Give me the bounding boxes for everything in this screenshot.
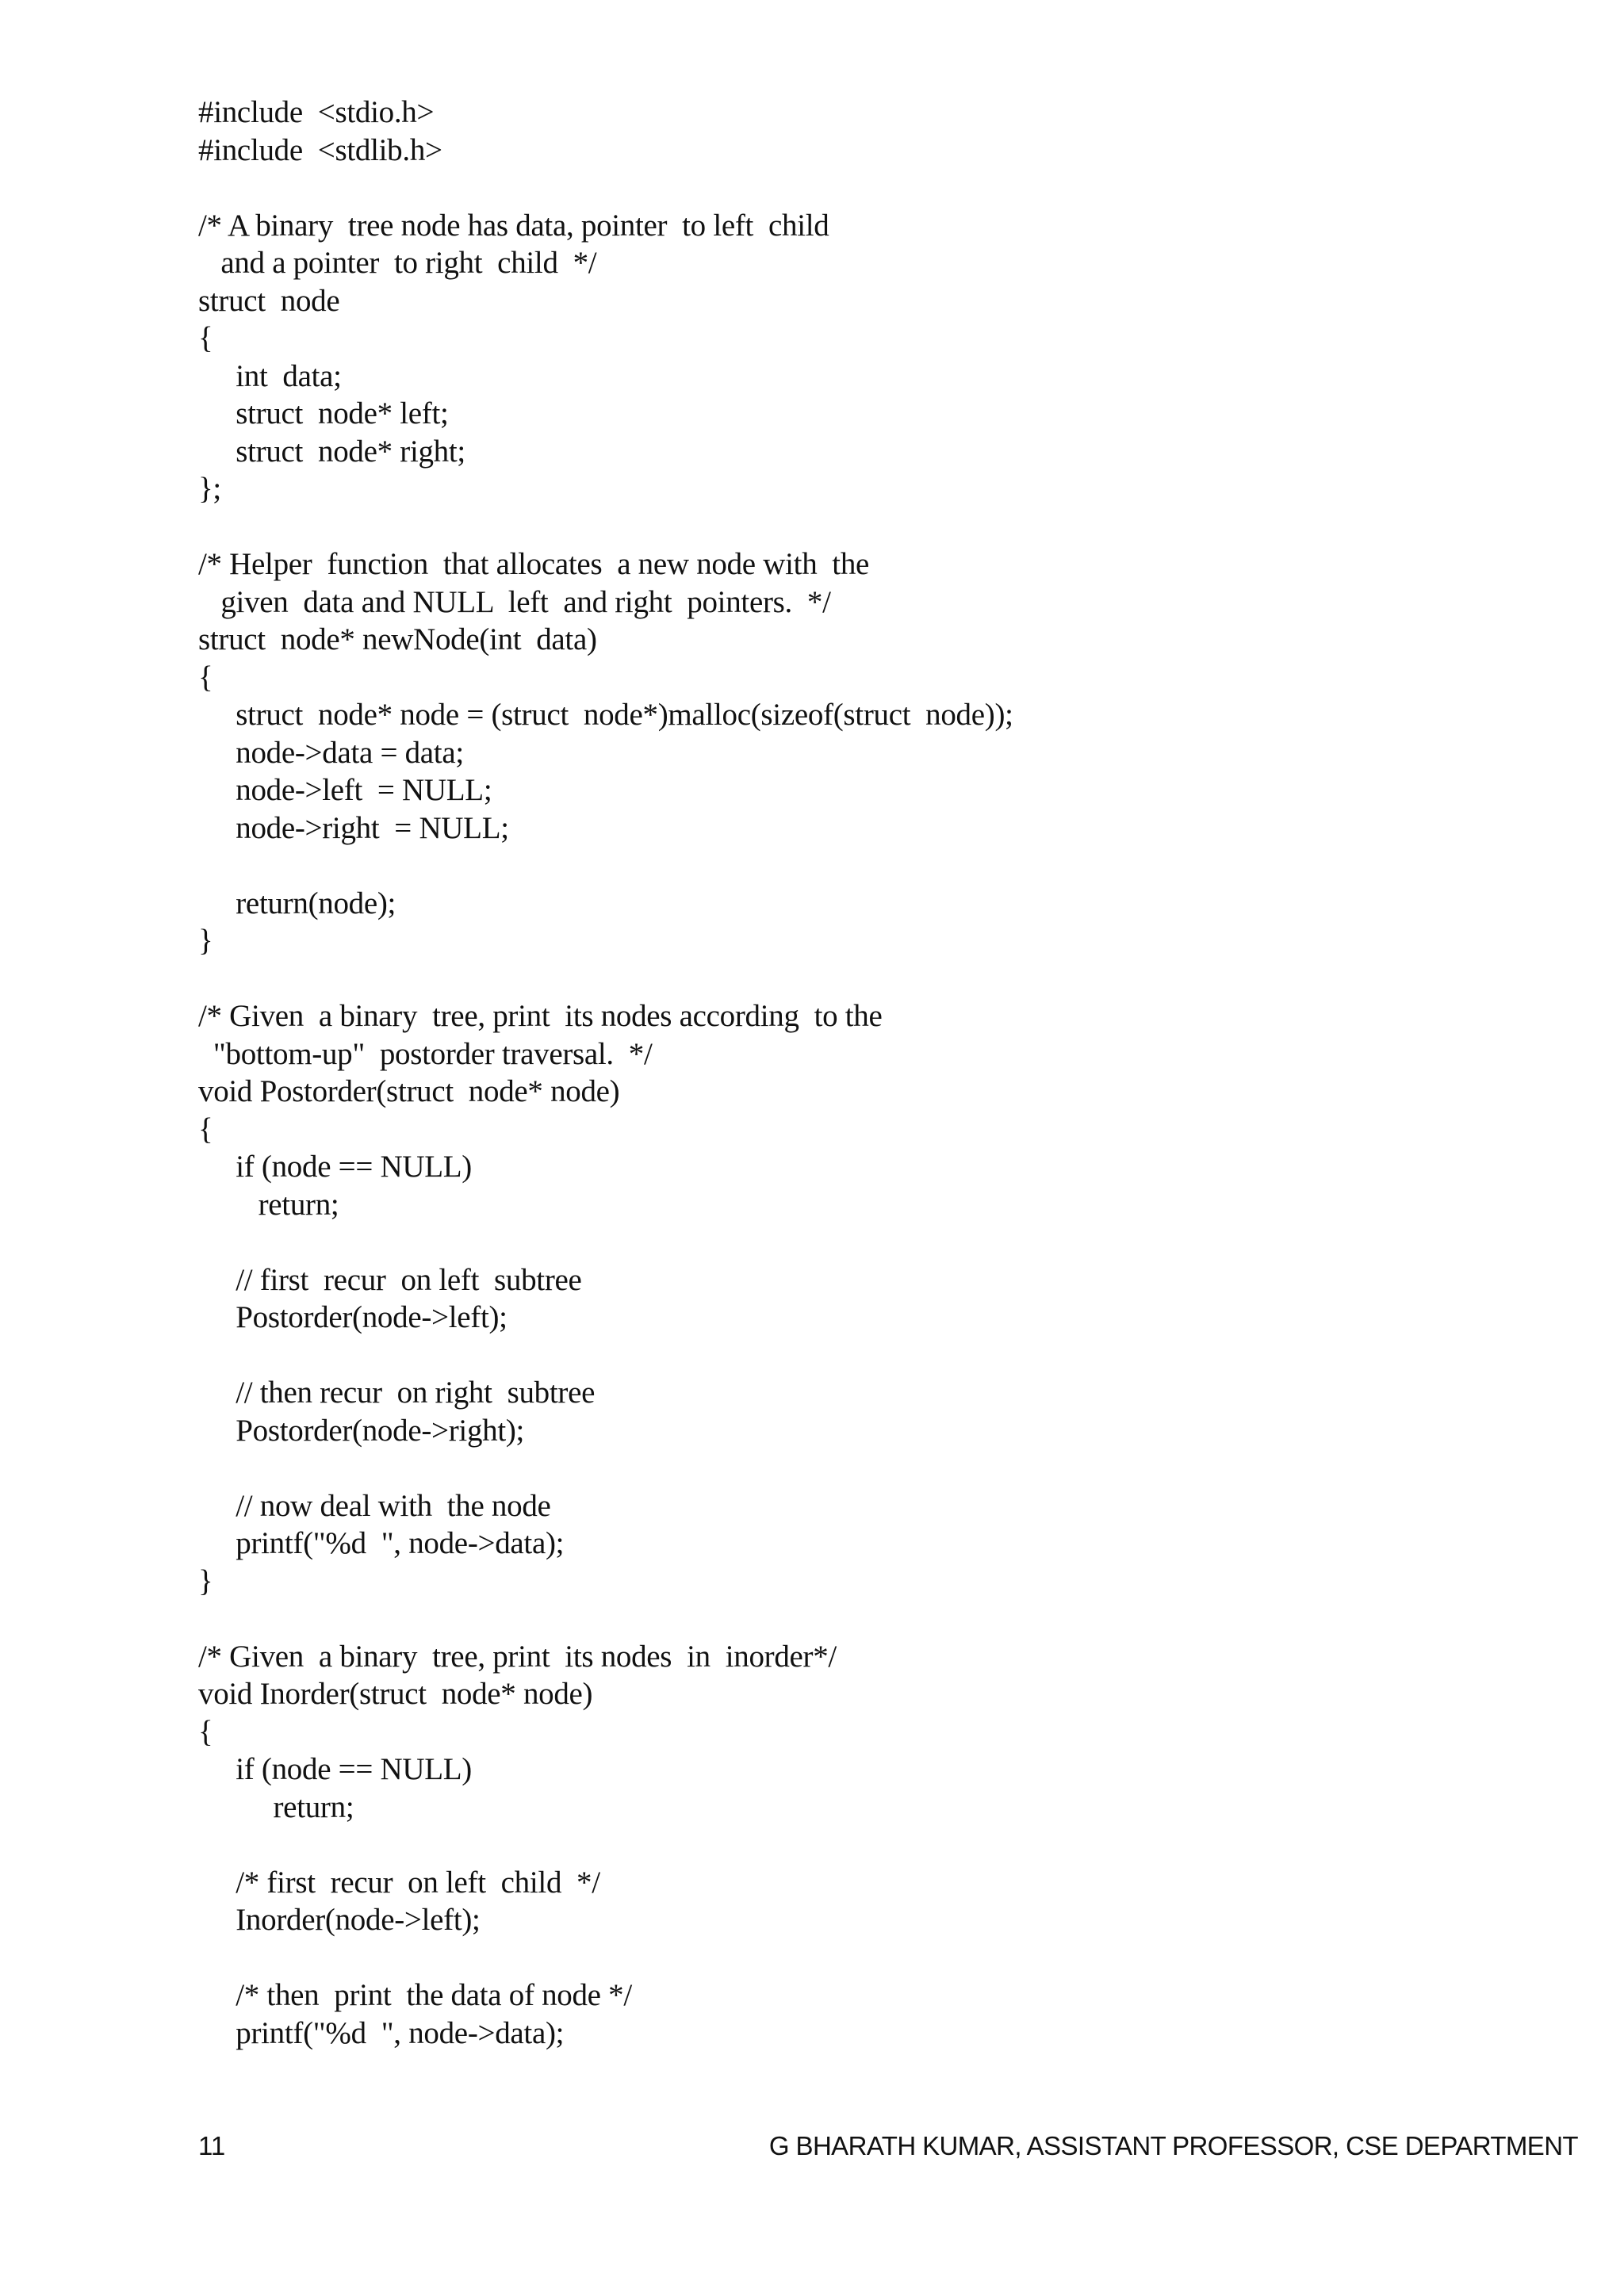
code-line: struct node* right;	[198, 434, 465, 469]
code-line: #include <stdlib.h>	[198, 132, 442, 167]
code-line: #include <stdio.h>	[198, 95, 435, 129]
code-line	[198, 169, 1546, 207]
code-line: node->data = data;	[198, 735, 464, 770]
code-line: return;	[198, 1789, 354, 1824]
code-line	[198, 960, 1546, 998]
code-line: {	[198, 321, 213, 355]
code-line: node->right = NULL;	[198, 810, 509, 845]
code-line: // now deal with the node	[198, 1488, 551, 1523]
code-line: /* A binary tree node has data, pointer to left child	[198, 208, 829, 243]
code-line: struct node* node = (struct node*)malloc(sizeof(struct node));	[198, 698, 1013, 732]
code-listing	[198, 94, 1546, 2052]
code-line: {	[198, 1112, 213, 1146]
code-line: // first recur on left subtree	[198, 1262, 582, 1297]
code-line: /* Given a binary tree, print its nodes according to the	[198, 999, 883, 1033]
code-line: return(node);	[198, 886, 396, 920]
code-line: int data;	[198, 358, 342, 393]
code-line: Postorder(node->left);	[198, 1300, 508, 1334]
code-line: "bottom-up" postorder traversal. */	[198, 1036, 653, 1071]
code-line: if (node == NULL)	[198, 1150, 472, 1184]
code-line	[198, 1223, 1546, 1261]
code-line: struct node* left;	[198, 396, 449, 430]
code-line	[198, 1939, 1546, 1977]
code-line: /* first recur on left child */	[198, 1865, 600, 1900]
code-line: /* then print the data of node */	[198, 1978, 632, 2012]
code-line	[198, 508, 1546, 546]
code-line: if (node == NULL)	[198, 1752, 472, 1786]
code-line: and a pointer to right child */	[198, 246, 597, 280]
code-line: struct node* newNode(int data)	[198, 622, 597, 656]
page-footer	[198, 2131, 1578, 2172]
code-line: };	[198, 472, 221, 506]
code-line: Inorder(node->left);	[198, 1903, 481, 1937]
code-line	[198, 1600, 1546, 1638]
code-line: }	[198, 924, 213, 958]
author-credit: G BHARATH KUMAR, ASSISTANT PROFESSOR, CSE DEPARTMENT	[768, 2131, 1578, 2160]
code-line: return;	[198, 1187, 339, 1222]
code-line	[198, 1826, 1546, 1864]
code-line: /* Given a binary tree, print its nodes in inorder*/	[198, 1639, 837, 1674]
code-line	[198, 847, 1546, 885]
code-line: {	[198, 1714, 213, 1749]
code-line: given data and NULL left and right pointers. */	[198, 584, 831, 619]
code-line: void Postorder(struct node* node)	[198, 1074, 620, 1108]
page-number: 11	[198, 2131, 226, 2160]
code-line: // then recur on right subtree	[198, 1376, 596, 1410]
code-line: printf("%d ", node->data);	[198, 1526, 565, 1560]
code-line: printf("%d ", node->data);	[198, 2015, 565, 2050]
code-line: struct node	[198, 283, 340, 318]
code-line	[198, 1337, 1546, 1375]
code-line	[198, 1449, 1546, 1487]
code-line: Postorder(node->right);	[198, 1413, 525, 1448]
code-line: }	[198, 1563, 213, 1598]
code-line: node->left = NULL;	[198, 773, 492, 807]
code-line: /* Helper function that allocates a new node with the	[198, 547, 870, 581]
code-line: void Inorder(struct node* node)	[198, 1677, 593, 1711]
code-line: {	[198, 660, 213, 695]
